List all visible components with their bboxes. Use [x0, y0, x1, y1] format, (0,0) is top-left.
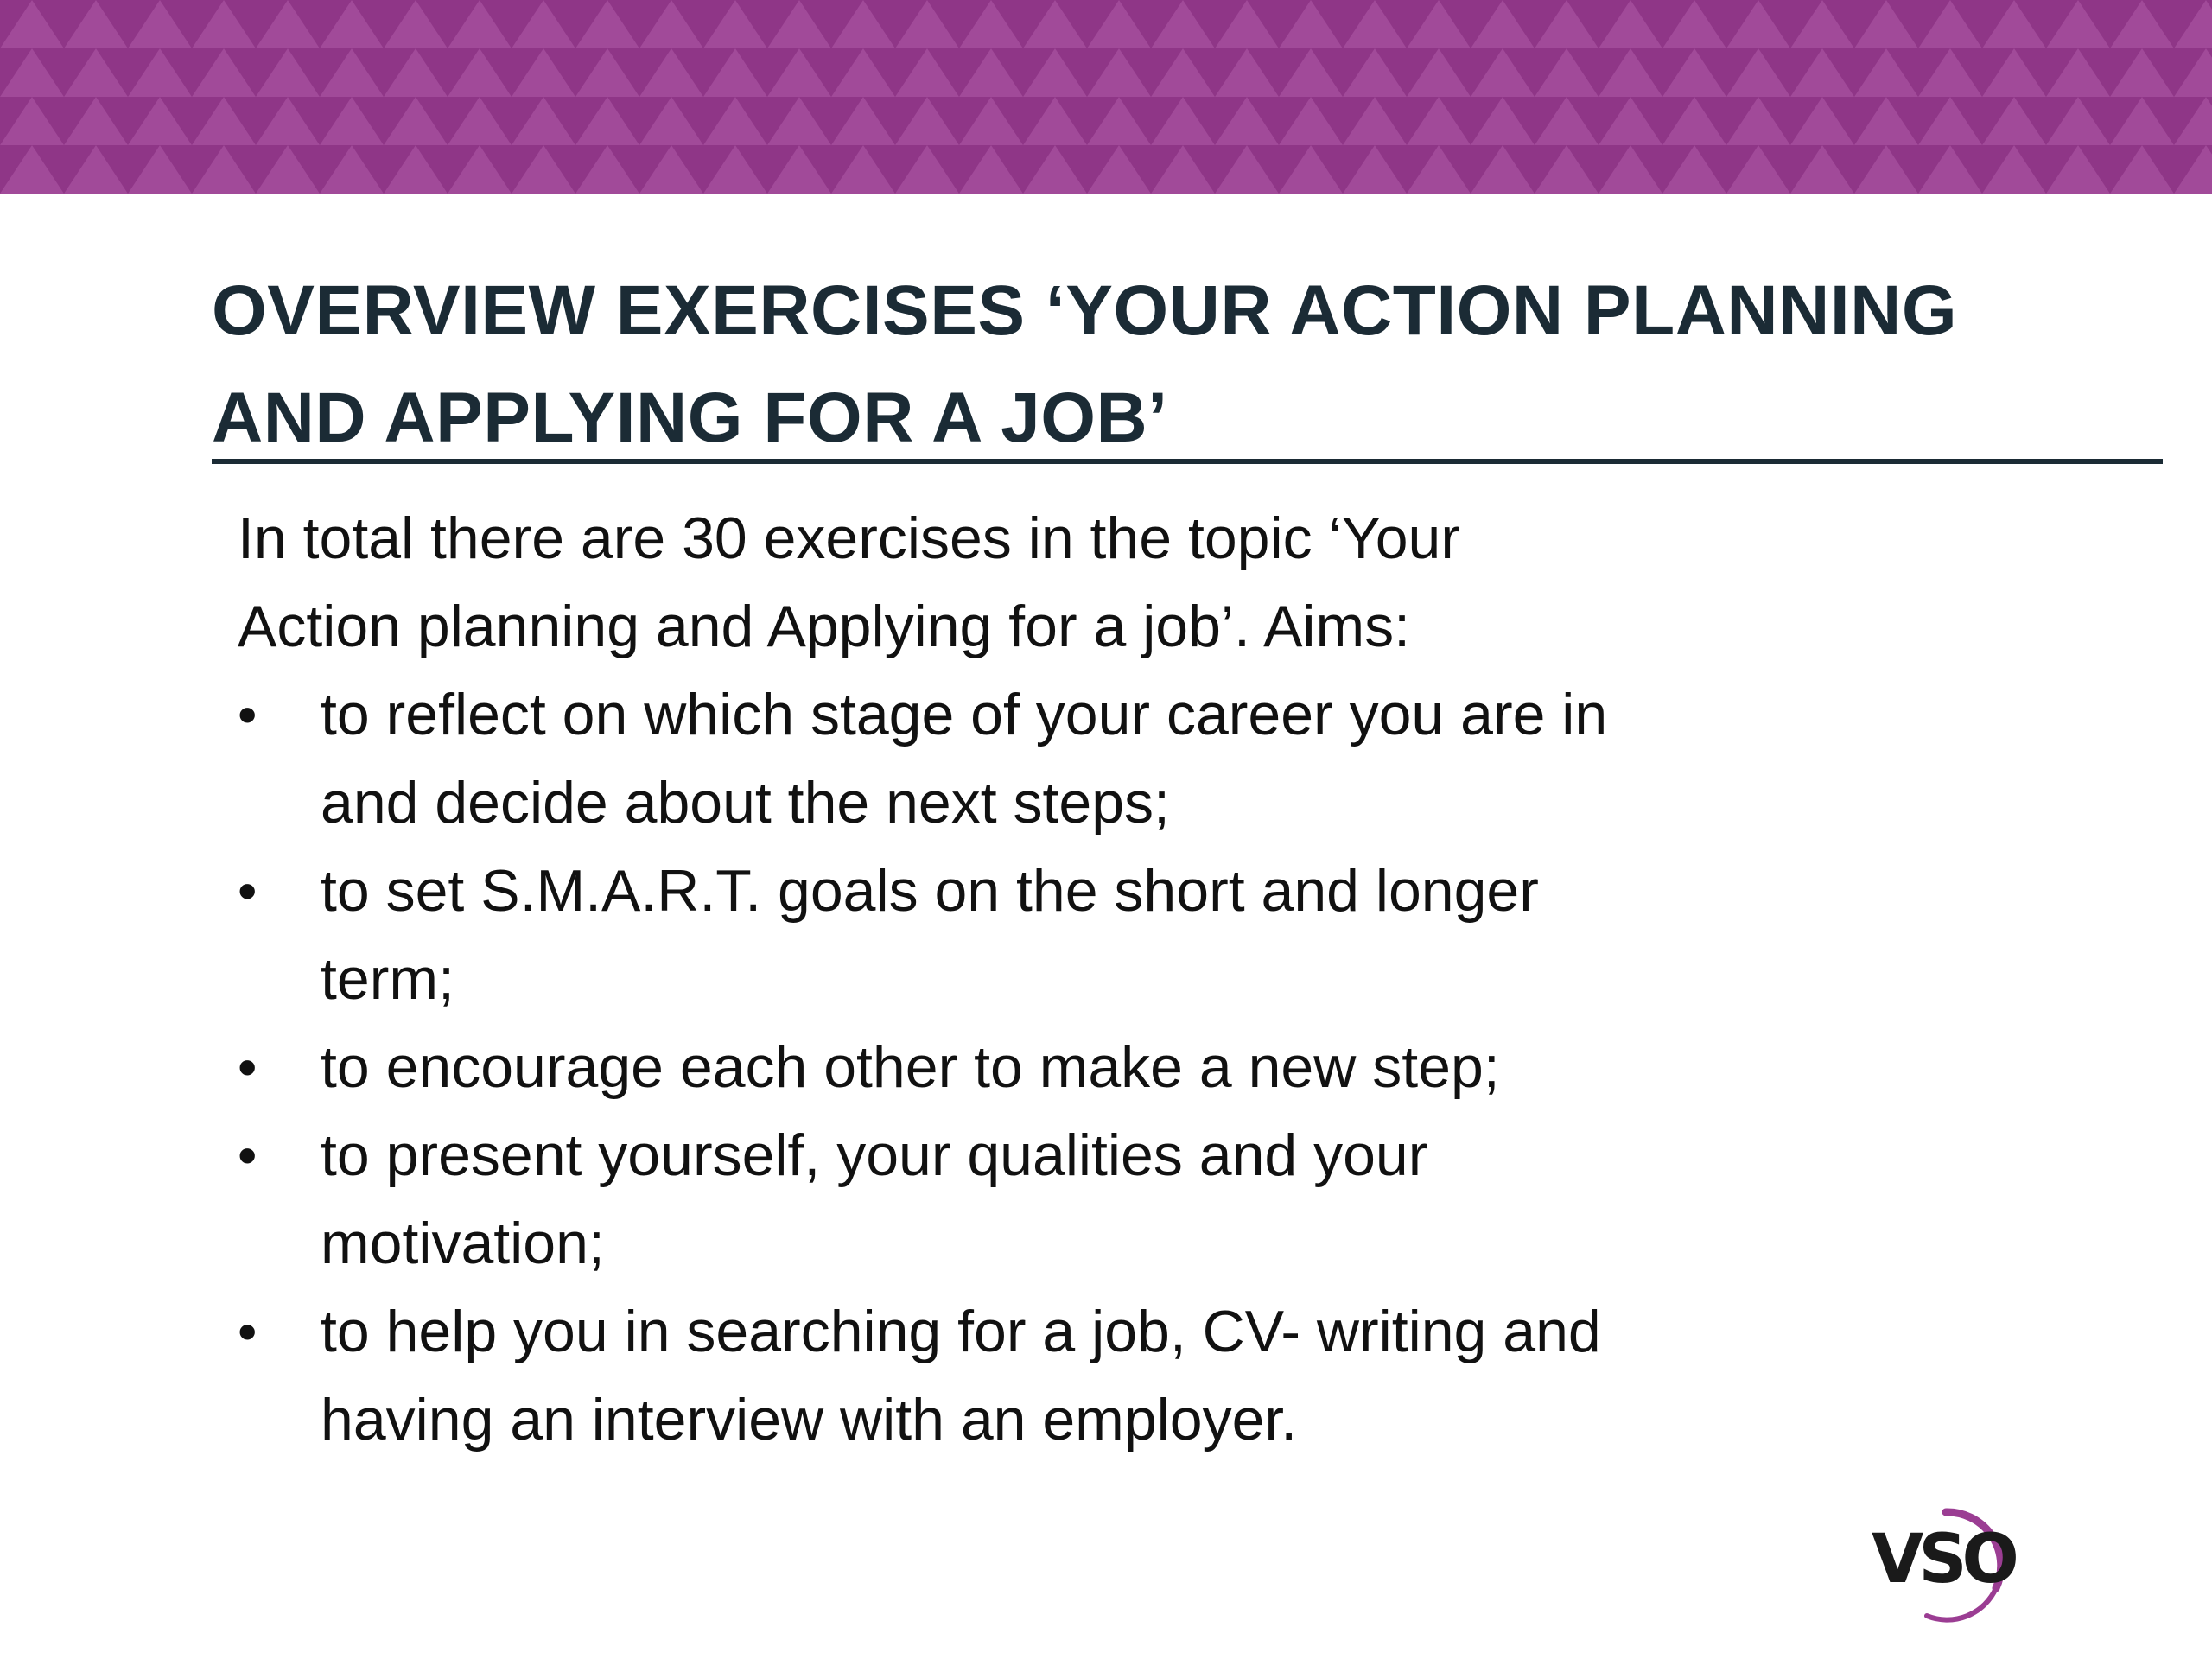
aim-item	[238, 1023, 1928, 1111]
bullet-icon: •	[238, 1124, 257, 1186]
intro-paragraph	[238, 494, 1966, 671]
header-banner	[0, 0, 2212, 194]
bullet-icon: •	[238, 1036, 257, 1098]
triangle-pattern	[0, 0, 2212, 194]
slide-title	[212, 257, 2147, 472]
aim-line-1: to present yourself, your qualities and your	[321, 1122, 1428, 1188]
aim-item	[238, 671, 1928, 847]
aim-line-1: to set S.M.A.R.T. goals on the short and longer	[321, 858, 1539, 924]
aim-line-1: to encourage each other to make a new step;	[321, 1034, 1500, 1100]
aim-item	[238, 1287, 1928, 1464]
vso-logo	[1866, 1502, 2013, 1623]
logo-text: VSO	[1872, 1521, 2014, 1599]
aim-line-2: term;	[321, 946, 454, 1012]
bullet-icon: •	[238, 1300, 257, 1363]
bullet-icon: •	[238, 860, 257, 922]
aims-list	[238, 671, 1966, 1464]
aim-item	[238, 1111, 1928, 1287]
intro-line-1: In total there are 30 exercises in the topic ‘Your	[238, 505, 1460, 571]
slide-title-line-1: OVERVIEW EXERCISES ‘YOUR ACTION PLANNING	[212, 271, 1958, 350]
aim-line-2: having an interview with an employer.	[321, 1387, 1298, 1452]
bullet-icon: •	[238, 683, 257, 746]
aim-line-2: and decide about the next steps;	[321, 770, 1170, 836]
aim-line-1: to help you in searching for a job, CV- writing and	[321, 1299, 1601, 1364]
intro-line-2: Action planning and Applying for a job’. Aims:	[238, 594, 1411, 659]
slide-body	[238, 494, 1966, 1464]
aim-line-2: motivation;	[321, 1211, 605, 1276]
slide-title-line-2: AND APPLYING FOR A JOB’	[212, 378, 1168, 457]
title-underline	[212, 459, 2163, 464]
aim-line-1: to reflect on which stage of your career you are in	[321, 682, 1608, 747]
aim-item	[238, 847, 1928, 1023]
